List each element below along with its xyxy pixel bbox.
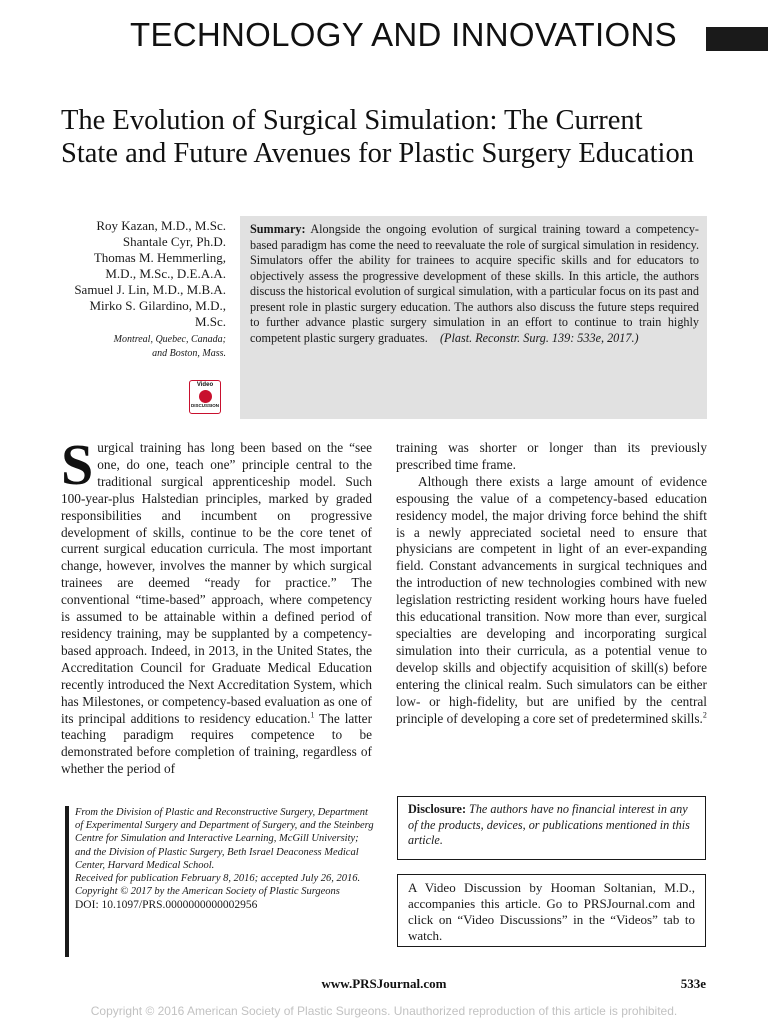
summary-citation: (Plast. Reconstr. Surg. 139: 533e, 2017.) [439, 330, 639, 345]
reference-marker[interactable]: 1 [310, 710, 315, 720]
summary-text: Alongside the ongoing evolution of surgical training toward a competency-based paradigm has come the need to reevaluate the role of surgical simulation in residency. Simulators offer the ability for trainees to acquire specific skills and for educators to objectively assess the progressive development of these skills. In this article, the authors discuss the historical evolution of surgical simulation, with a particular focus on its past and present role in plastic surgery education. The authors also discuss the future steps required to further advance plastic surgery simulation in an effort to continue to train highly competent plastic surgery graduates. [250, 222, 699, 345]
body-text: urgical training has long been based on the “see one, do one, teach one” principle central to the traditional surgical apprenticeship model. Such 100-year-plus Halstedian principles, marked by graded responsibilities and incumbent on progressive development of skills, continue to be the core tenet of current surgical education curricula. The most important change, however, involves the manner by which surgical trainees are deemed “ready for practice.” The conventional “time-based” approach, where competency is assumed to be attainable within a defined period of residency training, may be supplanted by a competency-based approach. Indeed, in 2013, in the United States, the Accreditation Council for Graduate Medical Education recently introduced the Next Accreditation System, which has Milestones, or competency-based evaluation as one of its principal additions to residency education. [61, 440, 372, 726]
author-line: Roy Kazan, M.D., M.Sc. [96, 218, 226, 233]
author-line: Samuel J. Lin, M.D., M.B.A. [74, 282, 226, 297]
author-line: M.D., M.Sc., D.E.A.A. [105, 266, 226, 281]
footnote-from: From the Division of Plastic and Reconstructive Surgery, Department of Experimental Surgery and Department of Surgery, and the Steinberg Centre for Simulation and Interactive Learning, McGill University; and the Division of Plastic Surgery, Beth Israel Deaconess Medical Center, Harvard Medical School. [75, 807, 374, 871]
summary-box [240, 216, 707, 419]
article-title: The Evolution of Surgical Simulation: The Current State and Future Avenues for Plastic Surgery Education [61, 105, 694, 169]
disclosure-text: The authors have no financial interest in any of the products, devices, or publications mentioned in this article. [408, 802, 690, 847]
disclosure-label: Disclosure: [408, 802, 466, 816]
footnote-doi[interactable]: DOI: 10.1097/PRS.0000000000002956 [75, 899, 258, 912]
author-line: Shantale Cyr, Ph.D. [122, 234, 226, 249]
article-footnote [65, 806, 375, 957]
page-number: 533e [680, 976, 706, 991]
body-text: Although there exists a large amount of evidence espousing the value of a competency-based education residency model, the major driving force behind the shift is a newly appreciated societal need to ensure that physicians are competent in light of an ever-expanding field. Constant advancements in surgical techniques and the introduction of new technologies combined with new legislation restricting resident working hours have fueled this educational transition. Now more than ever, surgical specialties are developing and incorporating surgical simulation into their curricula, as a potential venue to develop skills and objectify acquisition of skill(s) before entering the clinical realm. Such simulators can be either low- or high-fidelity, but are unified by the central principle of developing a core set of predetermined skills. [396, 473, 707, 726]
body-column-right [396, 440, 707, 727]
body-paragraph: training was shorter or longer than its previously prescribed time frame. [396, 440, 707, 472]
affiliation-line: Montreal, Quebec, Canada; [113, 334, 226, 345]
affiliation-line: and Boston, Mass. [152, 348, 226, 359]
video-discussion-icon[interactable] [189, 380, 221, 414]
author-line: M.Sc. [194, 314, 226, 329]
author-list [55, 218, 226, 330]
body-column-left [61, 432, 373, 778]
video-badge-circle [199, 390, 212, 403]
body-text: The latter teaching paradigm requires competence to be demonstrated before completion of training, regardless of whether the period of [61, 710, 373, 777]
drop-cap: S [61, 432, 94, 497]
author-line: Thomas M. Hemmerling, [93, 250, 226, 265]
section-header: TECHNOLOGY AND INNOVATIONS [130, 16, 677, 53]
reference-marker[interactable]: 2 [702, 710, 707, 720]
footnote-copyright: Copyright © 2017 by the American Society of Plastic Surgeons [75, 886, 340, 898]
copyright-notice: Copyright © 2016 American Society of Plastic Surgeons. Unauthorized reproduction of this article is prohibited. [90, 1004, 678, 1018]
affiliation [60, 333, 226, 361]
footnote-received: Received for publication February 8, 2016; accepted July 26, 2016. [75, 873, 361, 885]
header-bar [706, 27, 768, 51]
video-badge-caption: DISCUSSION [190, 403, 219, 408]
journal-url[interactable]: www.PRSJournal.com [321, 976, 447, 991]
author-line: Mirko S. Gilardino, M.D., [89, 298, 226, 313]
disclosure-box [397, 796, 706, 860]
body-paragraph [61, 432, 373, 778]
body-paragraph [396, 474, 707, 728]
video-discussion-box: A Video Discussion by Hooman Soltanian, M.D., accompanies this article. Go to PRSJournal.com and click on “Video Discussions” in the “Videos” tab to watch. [397, 874, 706, 947]
video-badge-label: Video [196, 382, 214, 388]
summary-label: Summary: [250, 222, 306, 236]
